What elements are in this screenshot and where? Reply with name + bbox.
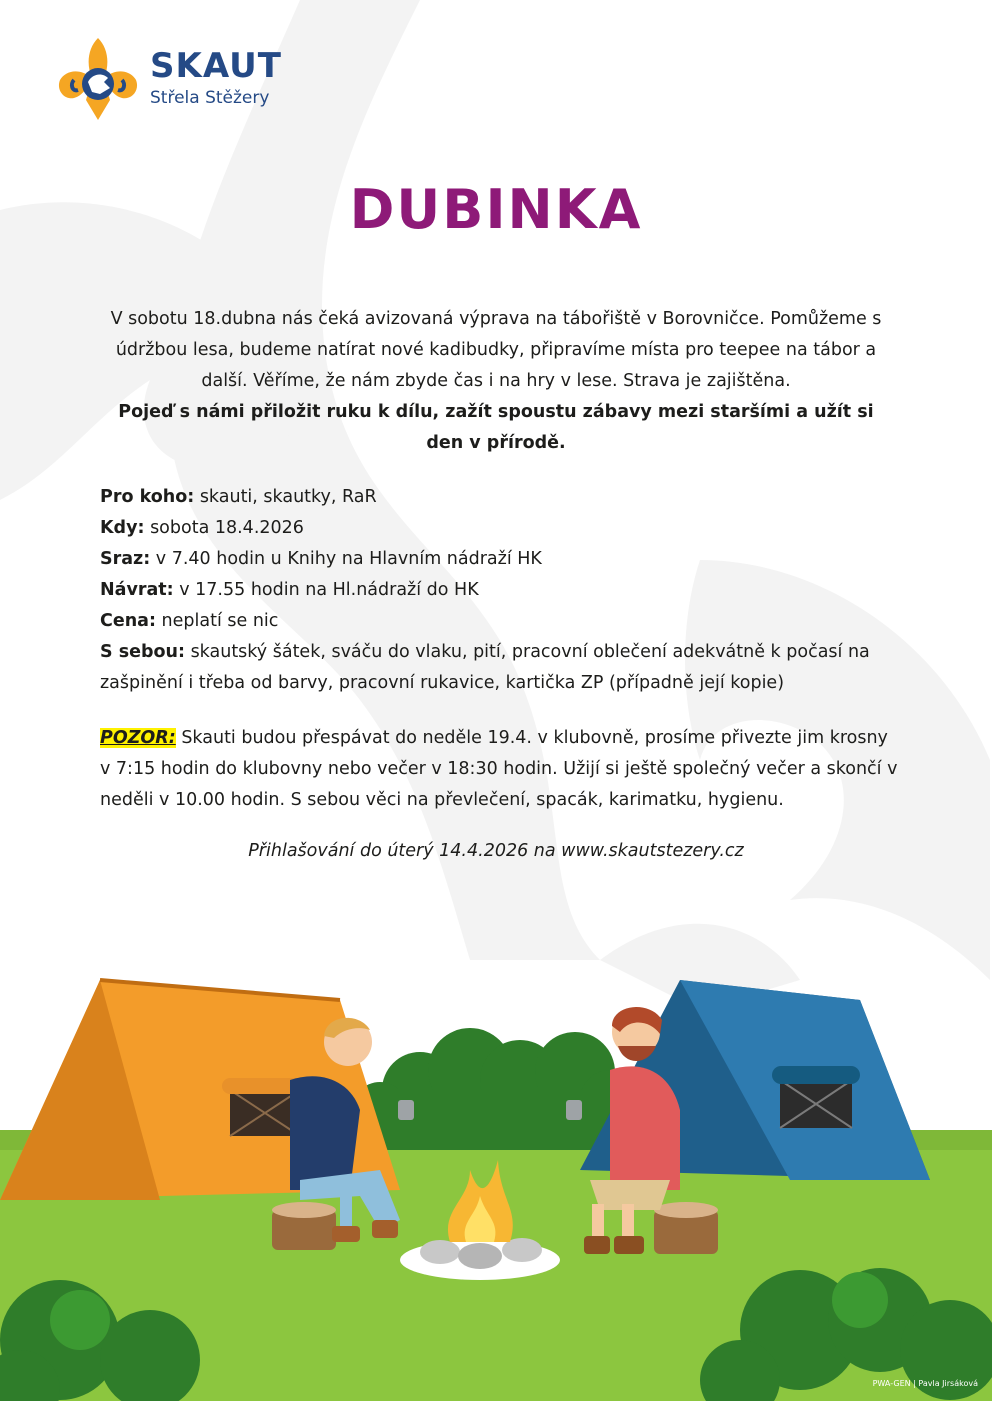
intro-text: V sobotu 18.dubna nás čeká avizovaná výprava na tábořiště v Borovničce. Pomůžeme s údržbou lesa, budeme natírat nové kadibudky, připravíme místa pro teepee na tábor a další. Věříme, že nám zbyde čas i na hry v lese. Strava je zajištěna.: [110, 309, 882, 391]
lily-badge-icon: [56, 34, 140, 124]
event-details: [100, 482, 900, 699]
detail-label: Pro koho:: [100, 487, 195, 507]
detail-label: Kdy:: [100, 518, 145, 538]
detail-value: skauti, skautky, RaR: [194, 487, 377, 507]
skaut-logo: [56, 34, 306, 126]
detail-value: v 17.55 hodin na Hl.nádraží do HK: [173, 580, 479, 600]
back-bushes: [352, 1028, 640, 1150]
warning-label: POZOR:: [100, 728, 176, 748]
signup-note: Přihlašování do úterý 14.4.2026 na www.skautstezery.cz: [248, 841, 744, 861]
logo-unit-name: Střela Stěžery: [150, 88, 270, 108]
detail-row-when: [100, 513, 900, 544]
detail-value: v 7.40 hodin u Knihy na Hlavním nádraží HK: [150, 549, 542, 569]
detail-value: skautský šátek, sváču do vlaku, pití, pracovní oblečení adekvátně k počasí na zašpinění i třeba od barvy, pracovní rukavice, kartička ZP (případně její kopie): [100, 642, 870, 693]
image-credit: PWA-GEN | Pavla Jirsáková: [872, 1379, 978, 1388]
detail-value: sobota 18.4.2026: [144, 518, 304, 538]
detail-label: Cena:: [100, 611, 156, 631]
detail-row-meeting: [100, 544, 900, 575]
detail-value: neplatí se nic: [155, 611, 279, 631]
warning-note: [100, 723, 900, 816]
detail-row-for-whom: [100, 482, 900, 513]
detail-label: Návrat:: [100, 580, 174, 600]
detail-row-price: [100, 606, 900, 637]
intro-section: [100, 304, 892, 459]
detail-label: S sebou:: [100, 642, 185, 662]
warning-text: Skauti budou přespávat do neděle 19.4. v klubovně, prosíme přivezte jim krosny v 7:15 hodin do klubovny nebo večer v 18:30 hodin. Užijí si ještě společný večer a skončí v neděli v 10.00 hodin. S sebou věci na převlečení, spacák, karimatku, hygienu.: [100, 728, 898, 810]
detail-row-bring: [100, 637, 900, 699]
camping-illustration: [0, 960, 992, 1401]
page-title: DUBINKA: [349, 178, 643, 241]
logo-name: SKAUT: [150, 46, 282, 86]
detail-row-return: [100, 575, 900, 606]
intro-bold-text: Pojeď s námi přiložit ruku k dílu, zažít spoustu zábavy mezi staršími a užít si den v přírodě.: [118, 402, 874, 453]
detail-label: Sraz:: [100, 549, 151, 569]
